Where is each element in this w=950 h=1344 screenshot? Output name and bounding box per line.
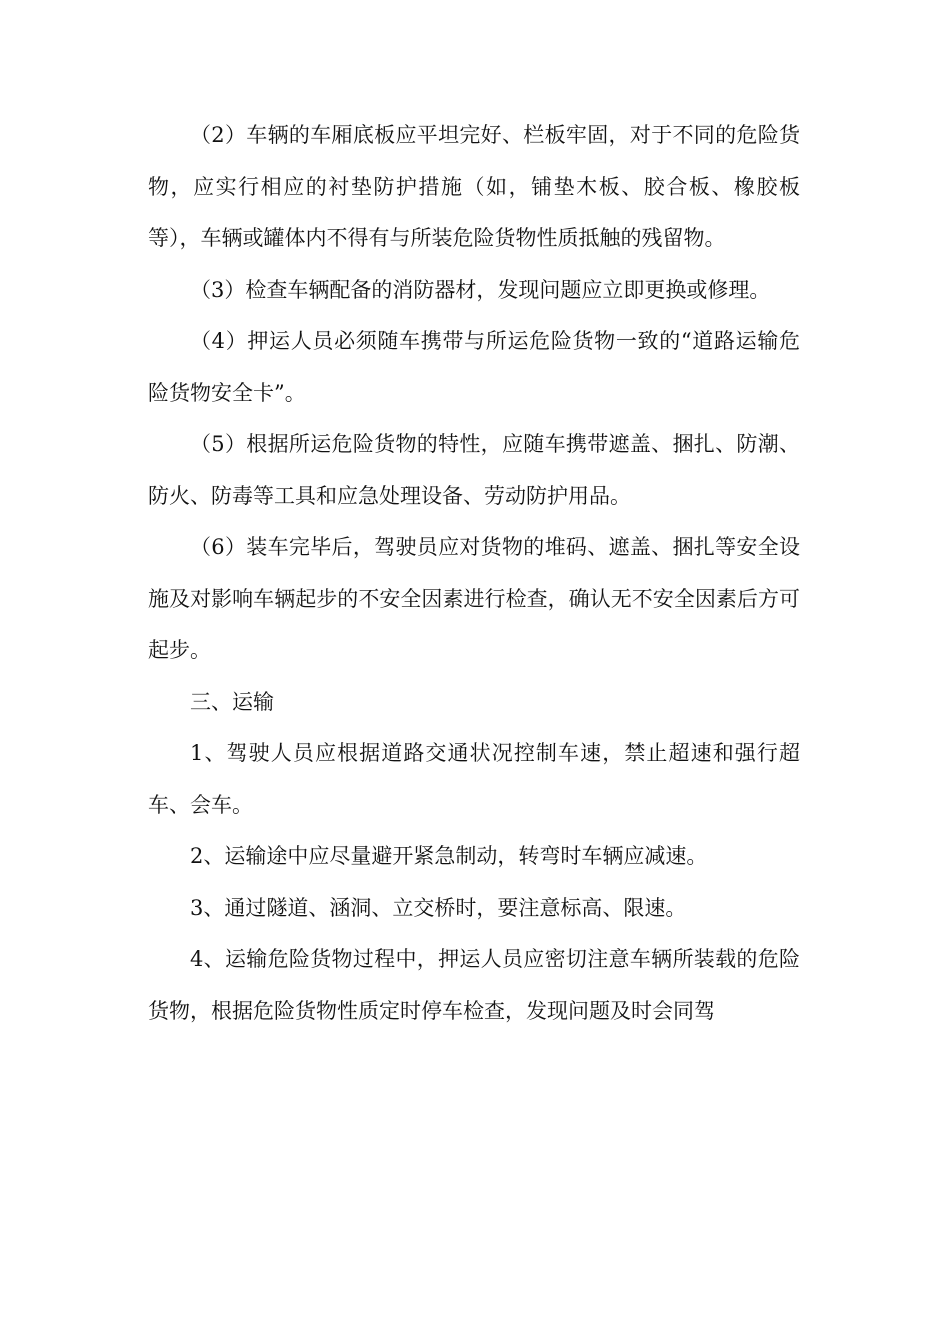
paragraph-fire-equipment: （3）检查车辆配备的消防器材，发现问题应立即更换或修理。	[190, 277, 771, 302]
paragraph-speed-control: 1、驾驶人员应根据道路交通状况控制车速，禁止超速和强行超车、会车。	[148, 741, 800, 817]
paragraph-braking: 2、运输途中应尽量避开紧急制动，转弯时车辆应减速。	[190, 844, 708, 868]
paragraph-protective-tools: （5）根据所运危险货物的特性，应随车携带遮盖、捆扎、防潮、防火、防毒等工具和应急处理设备、劳动防护用品。	[148, 432, 800, 508]
paragraph-safety-card: （4）押运人员必须随车携带与所运危险货物一致的“道路运输危险货物安全卡”。	[148, 329, 800, 405]
paragraph-tunnels: 3、通过隧道、涵洞、立交桥时，要注意标高、限速。	[190, 895, 687, 920]
paragraph-vehicle-floor: （2）车辆的车厢底板应平坦完好、栏板牢固，对于不同的危险货物，应实行相应的衬垫防护措施（如，铺垫木板、胶合板、橡胶板等），车辆或罐体内不得有与所装危险货物性质抵触的残留物。	[148, 123, 800, 250]
section-heading-transport: 三、运输	[190, 689, 274, 714]
paragraph-escort-monitoring: 4、运输危险货物过程中，押运人员应密切注意车辆所装载的危险货物，根据危险货物性质定时停车检查，发现问题及时会同驾	[148, 947, 800, 1023]
document-body	[148, 110, 800, 1037]
paragraph-loading-check: （6）装车完毕后，驾驶员应对货物的堆码、遮盖、捆扎等安全设施及对影响车辆起步的不安全因素进行检查，确认无不安全因素后方可起步。	[148, 535, 800, 662]
